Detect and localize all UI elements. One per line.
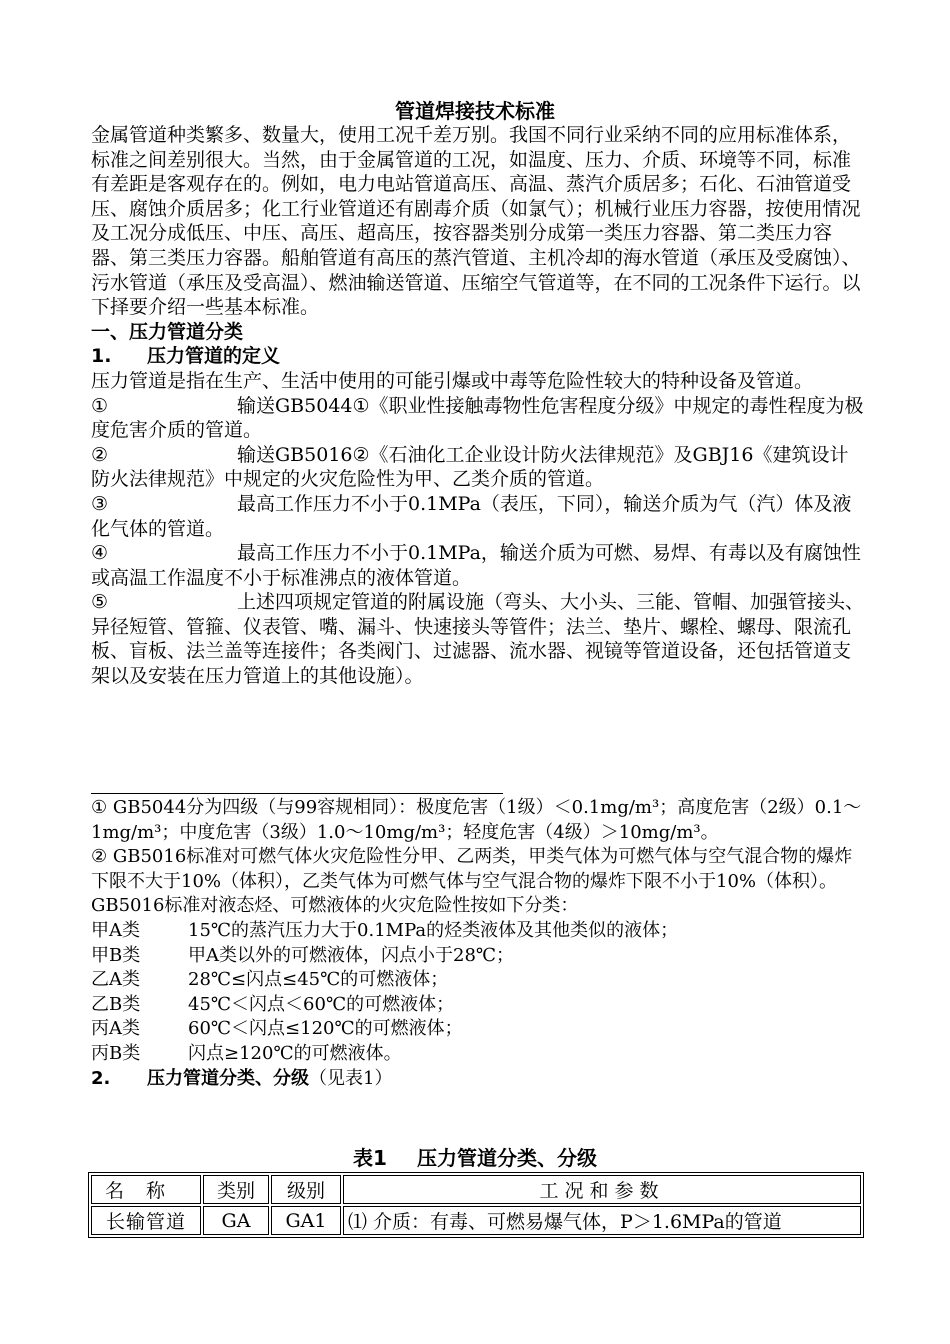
class-label: 甲B类 <box>91 944 141 966</box>
table-cell: GA <box>203 1206 269 1235</box>
class-label: 乙A类 <box>91 969 140 991</box>
class-desc: 60℃＜闪点≤120℃的可燃液体； <box>188 1018 463 1040</box>
subsection-title: 压力管道分类、分级 <box>147 1067 309 1089</box>
class-desc: 15℃的蒸汽压力大于0.1MPa的烃类液体及其他类似的液体； <box>188 919 679 941</box>
class-label: 丙A类 <box>91 1018 140 1040</box>
class-row <box>91 993 866 1018</box>
table-caption-number: 表1 <box>353 1146 387 1170</box>
document-body <box>91 123 866 689</box>
table-row <box>91 1206 861 1235</box>
list-item <box>91 492 866 541</box>
class-row <box>91 944 866 969</box>
list-item <box>91 541 866 590</box>
column-header: 名称 <box>91 1175 201 1204</box>
class-desc: 闪点≥120℃的可燃液体。 <box>188 1042 402 1064</box>
definition-paragraph: 压力管道是指在生产、生活中使用的可能引爆或中毒等危险性较大的特种设备及管道。 <box>91 369 814 392</box>
section-heading: 一、压力管道分类 <box>91 320 244 343</box>
table-cell: GA1 <box>271 1206 341 1235</box>
list-item <box>91 394 866 443</box>
list-marker: ⑤ <box>91 591 109 614</box>
class-label: 乙B类 <box>91 993 141 1015</box>
table-reference: （见表1） <box>309 1067 393 1089</box>
list-text: 最高工作压力不小于0.1MPa（表压，下同），输送介质为气（汽）体及液化气体的管道。 <box>91 492 852 540</box>
class-desc: 28℃≤闪点≤45℃的可燃液体； <box>188 969 449 991</box>
footnote: ① GB5044分为四级（与99容规相同）：极度危害（1级）＜0.1mg/m³；高度危害（2级）0.1～1mg/m³；中度危害（3级）1.0～10mg/m³；轻度危害（4级）＞10mg/m³。 <box>91 797 862 843</box>
subsection-heading <box>91 1067 866 1092</box>
subsection-heading <box>91 344 866 369</box>
document-title: 管道焊接技术标准 <box>395 99 555 123</box>
column-header: 工况和参数 <box>343 1175 861 1204</box>
class-row <box>91 919 866 944</box>
column-header: 类别 <box>203 1175 269 1204</box>
class-row <box>91 1017 866 1042</box>
list-item <box>91 590 866 688</box>
intro-paragraph: 金属管道种类繁多、数量大，使用工况千差万别。我国不同行业采纳不同的应用标准体系，标准之间差别很大。当然，由于金属管道的工况，如温度、压力、介质、环境等不同，标准有差距是客观存在的。例如，电力电站管道高压、高温、蒸汽介质居多；石化、石油管道受压、腐蚀介质居多；化工行业管道还有剧毒介质（如氯气）；机械行业压力容器，按使用情况及工况分成低压、中压、高压、超高压，按容器类别分成第一类压力容器、第二类压力容器、第三类压力容器。船舶管道有高压的蒸汽管道、主机冷却的海水管道（承压及受腐蚀）、污水管道（承压及受高温）、燃油输送管道、压缩空气管道等，在不同的工况条件下运行。以下择要介绍一些基本标准。 <box>91 124 861 319</box>
footnote: GB5016标准对液态烃、可燃液体的火灾危险性按如下分类： <box>91 895 579 917</box>
list-text: 上述四项规定管道的附属设施（弯头、大小头、三能、管帽、加强管接头、异径短管、管箍、仪表管、嘴、漏斗、快速接头等管件；法兰、垫片、螺栓、螺母、限流孔板、盲板、法兰盖等连接件；各类阀门、过滤器、流水器、视镜等管道设备，还包括管道支架以及安装在压力管道上的其他设施）。 <box>91 591 865 688</box>
list-text: 最高工作压力不小于0.1MPa，输送介质为可燃、易焊、有毒以及有腐蚀性或高温工作温度不小于标准沸点的液体管道。 <box>91 542 861 589</box>
classification-table <box>88 1172 864 1238</box>
list-text: 输送GB5044①《职业性接触毒物性危害程度分级》中规定的毒性程度为极度危害介质的管道。 <box>91 394 864 442</box>
list-marker: ① <box>91 394 109 417</box>
column-header: 级别 <box>271 1175 341 1204</box>
footnotes <box>91 796 866 1091</box>
class-label: 丙B类 <box>91 1042 141 1064</box>
table-header-row <box>91 1175 861 1204</box>
class-row <box>91 1042 866 1067</box>
table-caption-text: 压力管道分类、分级 <box>416 1146 597 1170</box>
list-item <box>91 443 866 492</box>
class-desc: 45℃＜闪点＜60℃的可燃液体； <box>188 993 455 1015</box>
class-row <box>91 968 866 993</box>
list-marker: ③ <box>91 492 109 515</box>
list-marker: ② <box>91 443 109 466</box>
table-caption <box>0 1145 950 1171</box>
class-desc: 甲A类以外的可燃液体，闪点小于28℃； <box>188 944 515 966</box>
footnote-divider <box>91 793 503 794</box>
subsection-number: 2. <box>91 1067 111 1089</box>
subsection-number: 1. <box>91 345 112 368</box>
list-text: 输送GB5016②《石油化工企业设计防火法律规范》及GBJ16《建筑设计防火法律规范》中规定的火灾危险性为甲、乙类介质的管道。 <box>91 443 849 491</box>
list-marker: ④ <box>91 542 109 565</box>
class-label: 甲A类 <box>91 919 140 941</box>
footnote: ② GB5016标准对可燃气体火灾危险性分甲、乙两类，甲类气体为可燃气体与空气混合物的爆炸下限不大于10%（体积），乙类气体为可燃气体与空气混合物的爆炸下限不小于10%（体积）。 <box>91 846 853 892</box>
subsection-title: 压力管道的定义 <box>147 345 281 368</box>
table-cell: ⑴ 介质：有毒、可燃易爆气体，P＞1.6MPa的管道 <box>343 1206 861 1235</box>
table-cell: 长输管道 <box>91 1206 201 1235</box>
